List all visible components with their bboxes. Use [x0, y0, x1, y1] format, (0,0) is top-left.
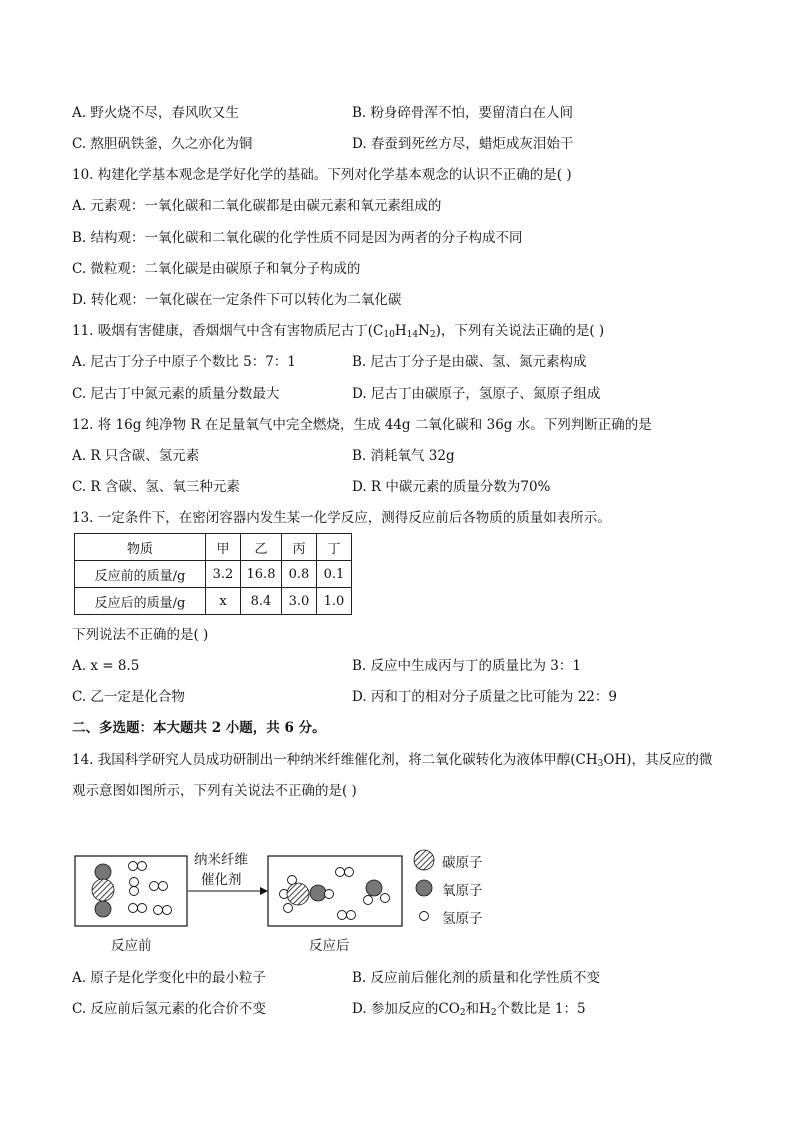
q13-option-d: D. 丙和丁的相对分子质量之比可能为 22：9: [352, 689, 617, 705]
table-cell: 8.4: [241, 588, 282, 615]
carbon-atom: [287, 883, 309, 905]
q12-option-d: D. R 中碳元素的质量分数为70%: [352, 479, 551, 495]
q14-stem-line1: 14. 我国科学研究人员成功研制出一种纳米纤维催化剂，将二氧化碳转化为液体甲醇$(CH_3OH)$，其反应的微: [72, 752, 713, 769]
arrow-head-icon: [260, 887, 268, 895]
table-header-row: [75, 534, 352, 561]
table-cell: 0.8: [282, 561, 317, 588]
table-cell: 3.2: [206, 561, 241, 588]
q11-stem: 11. 吸烟有害健康，香烟烟气中含有害物质尼古丁$(C_{10}H_{14}N_2)$，下列有关说法正确的是( ): [72, 323, 605, 340]
q10-option-b: B. 结构观：一氧化碳和二氧化碳的化学性质不同是因为两者的分子构成不同: [72, 230, 523, 246]
hydrogen-atom: [325, 890, 334, 899]
q9-option-d: D. 春蚕到死丝方尽，蜡炬成灰泪始干: [352, 136, 574, 152]
q12-stem: 12. 将 16g 纯净物 R 在足量氧气中完全燃烧，生成 44g 二氧化碳和 36g 水。下列判断正确的是: [72, 417, 652, 433]
legend-oxygen-icon: [416, 880, 432, 896]
q13-option-b: B. 反应中生成丙与丁的质量比为 3：1: [352, 658, 581, 674]
q13-option-c: C. 乙一定是化合物: [72, 689, 185, 705]
table-cell: 反应前的质量/g: [75, 561, 206, 588]
before-label: 反应前: [111, 938, 152, 954]
q9-option-a: A. 野火烧不尽，春风吹又生: [72, 105, 239, 121]
q10-option-d: D. 转化观：一氧化碳在一定条件下可以转化为二氧化碳: [72, 292, 402, 308]
table-header-cell: 甲: [206, 534, 241, 561]
q13-stem: 13. 一定条件下，在密闭容器内发生某一化学反应，测得反应前后各物质的质量如表所示。: [72, 510, 611, 526]
legend-carbon-label: 碳原子: [442, 855, 483, 871]
q9-option-b: B. 粉身碎骨浑不怕，要留清白在人间: [352, 105, 574, 121]
q13-option-a: A. x = 8.5: [72, 658, 140, 674]
q12-option-a: A. R 只含碳、氢元素: [72, 448, 200, 464]
legend-hydrogen-label: 氢原子: [442, 911, 483, 927]
q10-option-a: A. 元素观：一氧化碳和二氧化碳都是由碳元素和氧元素组成的: [72, 198, 442, 214]
oxygen-atom: [310, 885, 326, 901]
q14-option-c: C. 反应前后氢元素的化合价不变: [72, 1001, 266, 1017]
q12-option-c: C. R 含碳、氢、氧三种元素: [72, 479, 240, 495]
reaction-diagram: [70, 838, 510, 958]
oxygen-atom: [95, 901, 111, 917]
hydrogen-atom: [130, 887, 139, 896]
table-row: [75, 561, 352, 588]
q11-option-a: A. 尼古丁分子中原子个数比 5：7：1: [72, 354, 296, 370]
q11-option-c: C. 尼古丁中氮元素的质量分数最大: [72, 386, 280, 402]
q10-stem: 10. 构建化学基本观念是学好化学的基础。下列对化学基本观念的认识不正确的是( ): [72, 167, 572, 183]
table-cell: 16.8: [241, 561, 282, 588]
q14-option-a: A. 原子是化学变化中的最小粒子: [72, 970, 266, 986]
hydrogen-atom: [154, 906, 163, 915]
table-cell: 0.1: [317, 561, 352, 588]
table-cell: 1.0: [317, 588, 352, 615]
q13-followup: 下列说法不正确的是( ): [72, 627, 209, 643]
table-cell: 反应后的质量/g: [75, 588, 206, 615]
hydrogen-atom: [338, 911, 347, 920]
hydrogen-atom: [129, 904, 138, 913]
hydrogen-atom: [163, 906, 172, 915]
hydrogen-atom: [159, 882, 168, 891]
q14-option-d: D. 参加反应的$CO_2$和$H_2$个数比是 1：5: [352, 1001, 586, 1018]
hydrogen-atom: [284, 904, 293, 913]
table-header-cell: 物质: [75, 534, 206, 561]
table-row: [75, 588, 352, 615]
q11-option-d: D. 尼古丁由碳原子，氢原子、氮原子组成: [352, 386, 601, 402]
table-cell: x: [206, 588, 241, 615]
hydrogen-atom: [345, 868, 354, 877]
hydrogen-atom: [364, 896, 373, 905]
catalyst-label-line2: 催化剂: [201, 872, 242, 888]
oxygen-atom: [366, 880, 382, 896]
legend-oxygen-label: 氧原子: [442, 883, 483, 899]
hydrogen-atom: [138, 904, 147, 913]
section-heading: 二、多选题：本大题共 2 小题，共 6 分。: [72, 720, 326, 736]
catalyst-label-line1: 纳米纤维: [194, 852, 248, 868]
q10-option-c: C. 微粒观：二氧化碳是由碳原子和氧分子构成的: [72, 261, 361, 277]
legend-carbon-icon: [414, 850, 434, 870]
hydrogen-atom: [138, 862, 147, 871]
hydrogen-atom: [150, 882, 159, 891]
after-label: 反应后: [309, 938, 350, 954]
hydrogen-atom: [347, 911, 356, 920]
table-cell: 3.0: [282, 588, 317, 615]
q11-option-b: B. 尼古丁分子是由碳、氢、氮元素构成: [352, 354, 587, 370]
table-header-cell: 丁: [317, 534, 352, 561]
q14-option-b: B. 反应前后催化剂的质量和化学性质不变: [352, 970, 601, 986]
q14-stem-line2: 观示意图如图所示，下列有关说法不正确的是( ): [72, 783, 357, 799]
hydrogen-atom: [130, 878, 139, 887]
table-header-cell: 丙: [282, 534, 317, 561]
oxygen-atom: [95, 864, 111, 880]
hydrogen-atom: [381, 894, 390, 903]
q12-option-b: B. 消耗氧气 32g: [352, 448, 455, 464]
table-header-cell: 乙: [241, 534, 282, 561]
carbon-atom: [92, 879, 114, 901]
q9-option-c: C. 熬胆矾铁釜，久之亦化为铜: [72, 136, 253, 152]
legend-hydrogen-icon: [420, 912, 429, 921]
hydrogen-atom: [336, 868, 345, 877]
mass-table: [74, 533, 352, 615]
hydrogen-atom: [129, 862, 138, 871]
